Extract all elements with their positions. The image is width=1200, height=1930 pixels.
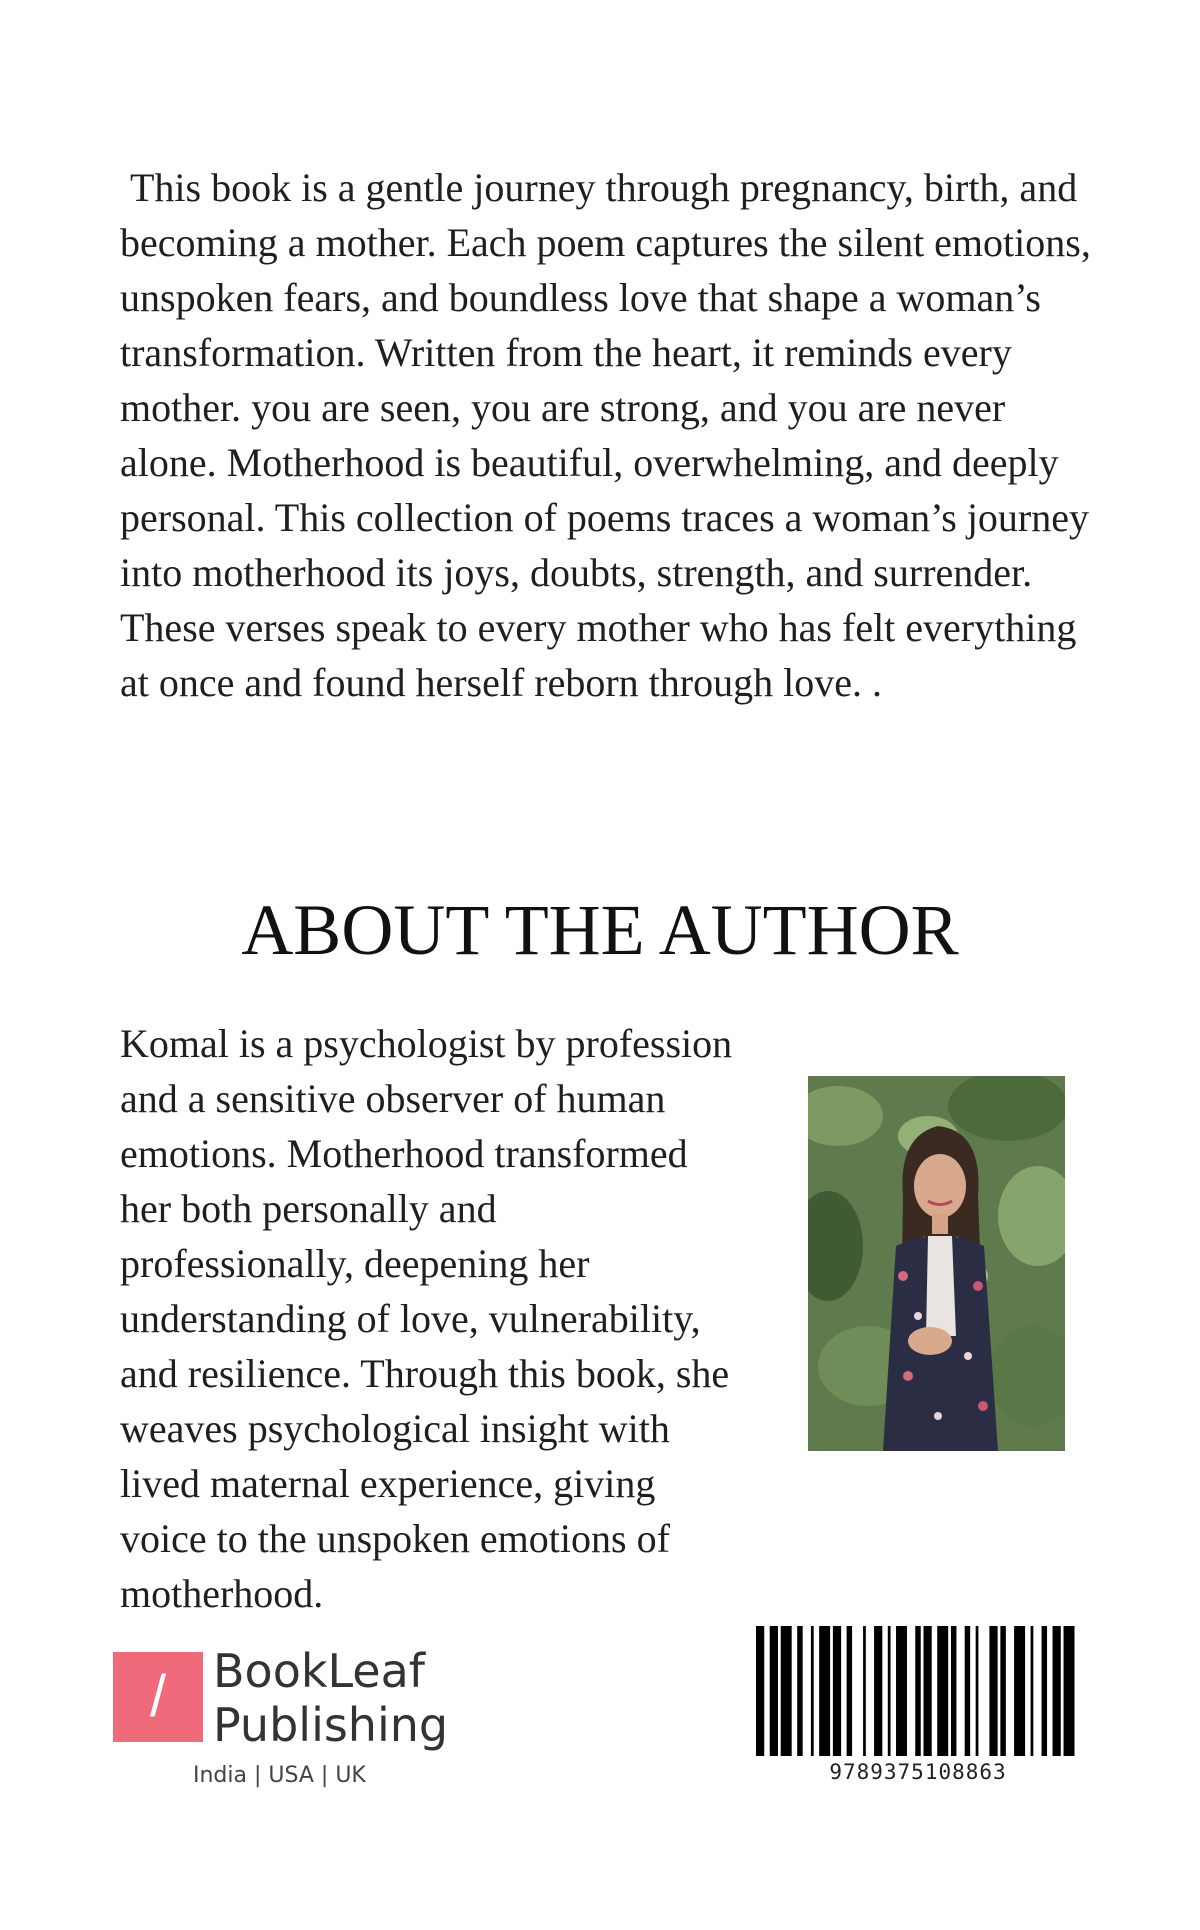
barcode-bar bbox=[1042, 1626, 1047, 1756]
publisher-logo bbox=[113, 1644, 473, 1792]
barcode-bar bbox=[951, 1626, 956, 1756]
barcode-bar bbox=[989, 1626, 997, 1756]
barcode-bar bbox=[1064, 1626, 1075, 1756]
publisher-name-line1: BookLeaf bbox=[213, 1644, 425, 1698]
barcode-bar bbox=[756, 1626, 764, 1756]
isbn-barcode bbox=[756, 1626, 1080, 1786]
barcode-bar bbox=[937, 1626, 948, 1756]
publisher-name-line2: Publishing bbox=[213, 1698, 449, 1752]
barcode-bar bbox=[819, 1626, 830, 1756]
about-author-heading: ABOUT THE AUTHOR bbox=[241, 890, 959, 970]
barcode-bar bbox=[923, 1626, 931, 1756]
barcode-bar bbox=[833, 1626, 841, 1756]
barcode-bar bbox=[1053, 1626, 1061, 1756]
publisher-name bbox=[213, 1644, 448, 1752]
barcode-bar bbox=[811, 1626, 814, 1756]
publisher-regions: India | USA | UK bbox=[193, 1763, 366, 1788]
barcode-bar bbox=[847, 1626, 852, 1756]
barcode-bar bbox=[976, 1626, 979, 1756]
isbn-number: 9789375108863 bbox=[829, 1760, 1007, 1784]
barcode-bar bbox=[965, 1626, 970, 1756]
barcode-bar bbox=[797, 1626, 802, 1756]
barcode-bar bbox=[896, 1626, 907, 1756]
publisher-mark-glyph: / bbox=[149, 1664, 167, 1729]
barcode-bar bbox=[1031, 1626, 1034, 1756]
barcode-bar bbox=[1000, 1626, 1005, 1756]
author-bio: Komal is a psychologist by profession and a sensitive observer of human emotions. Motherhood transformed her both personally and professionally, deepening her understanding of love, vulnerability, and resilience. Through this book, she weaves psychological insight with lived maternal experience, giving voice to the unspoken emotions of motherhood. bbox=[120, 1021, 733, 1616]
barcode-bar bbox=[874, 1626, 882, 1756]
author-photo bbox=[808, 1076, 1065, 1451]
book-blurb: This book is a gentle journey through pregnancy, birth, and becoming a mother. Each poem captures the silent emotions, unspoken fears, and boundless love that shape a woman’s transformation. Written from the heart, it reminds every mother. you are seen, you are strong, and you are never alone. Motherhood is beautiful, overwhelming, and deeply personal. This collection of poems traces a woman’s journey into motherhood its joys, doubts, strength, and surrender. These verses speak to every mother who has felt everything at once and found herself reborn through love. . bbox=[120, 165, 1091, 705]
publisher-mark-icon bbox=[113, 1652, 203, 1742]
barcode-bar bbox=[915, 1626, 920, 1756]
barcode-bar bbox=[1014, 1626, 1025, 1756]
barcode-bar bbox=[888, 1626, 891, 1756]
barcode-bars bbox=[756, 1626, 1080, 1756]
barcode-bar bbox=[863, 1626, 866, 1756]
barcode-bar bbox=[770, 1626, 778, 1756]
barcode-bar bbox=[781, 1626, 792, 1756]
